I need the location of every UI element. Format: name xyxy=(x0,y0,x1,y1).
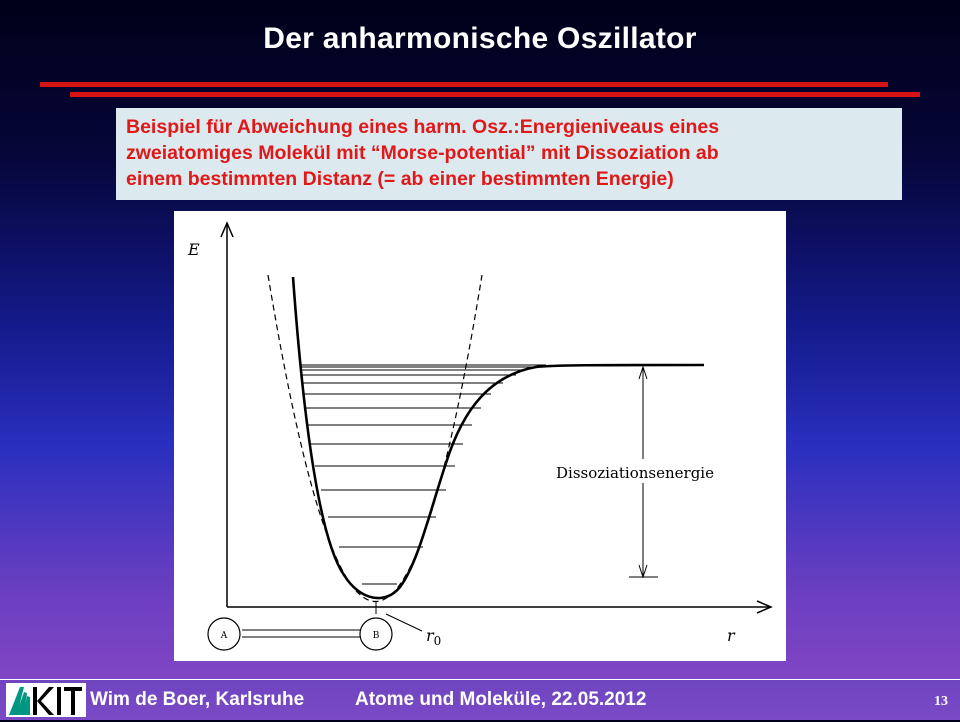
kit-logo xyxy=(6,683,86,717)
title-underline-top xyxy=(40,82,888,87)
atom-a-label: A xyxy=(220,631,228,641)
energy-levels xyxy=(301,365,546,584)
energy-axis-label: E xyxy=(188,240,200,259)
info-box xyxy=(116,108,902,200)
footer-course: Atome und Moleküle, 22.05.2012 xyxy=(355,689,647,710)
title-underline-bottom xyxy=(70,92,920,97)
page-number: 13 xyxy=(934,694,948,709)
info-line: zweiatomiges Molekül mit “Morse-potential” mit Dissoziation ab xyxy=(126,142,719,164)
morse-potential-figure xyxy=(174,211,786,661)
morse-potential-curve xyxy=(293,277,704,598)
distance-axis-label: r xyxy=(727,626,735,645)
slide-title: Der anharmonische Oszillator xyxy=(263,22,697,55)
harmonic-parabola-curve xyxy=(268,275,482,602)
morse-potential-diagram xyxy=(174,211,786,661)
footer-author: Wim de Boer, Karlsruhe xyxy=(90,689,305,710)
info-line: Beispiel für Abweichung eines harm. Osz.:Energieniveaus eines xyxy=(126,116,720,138)
dissociation-energy-label: Dissoziationsenergie xyxy=(556,464,714,482)
kit-logo-icon xyxy=(6,683,86,717)
info-line: einem bestimmten Distanz (= ab einer bestimmten Energie) xyxy=(126,168,674,190)
r0-label: $r_0$ xyxy=(426,626,442,648)
atom-b-label: B xyxy=(372,631,380,641)
